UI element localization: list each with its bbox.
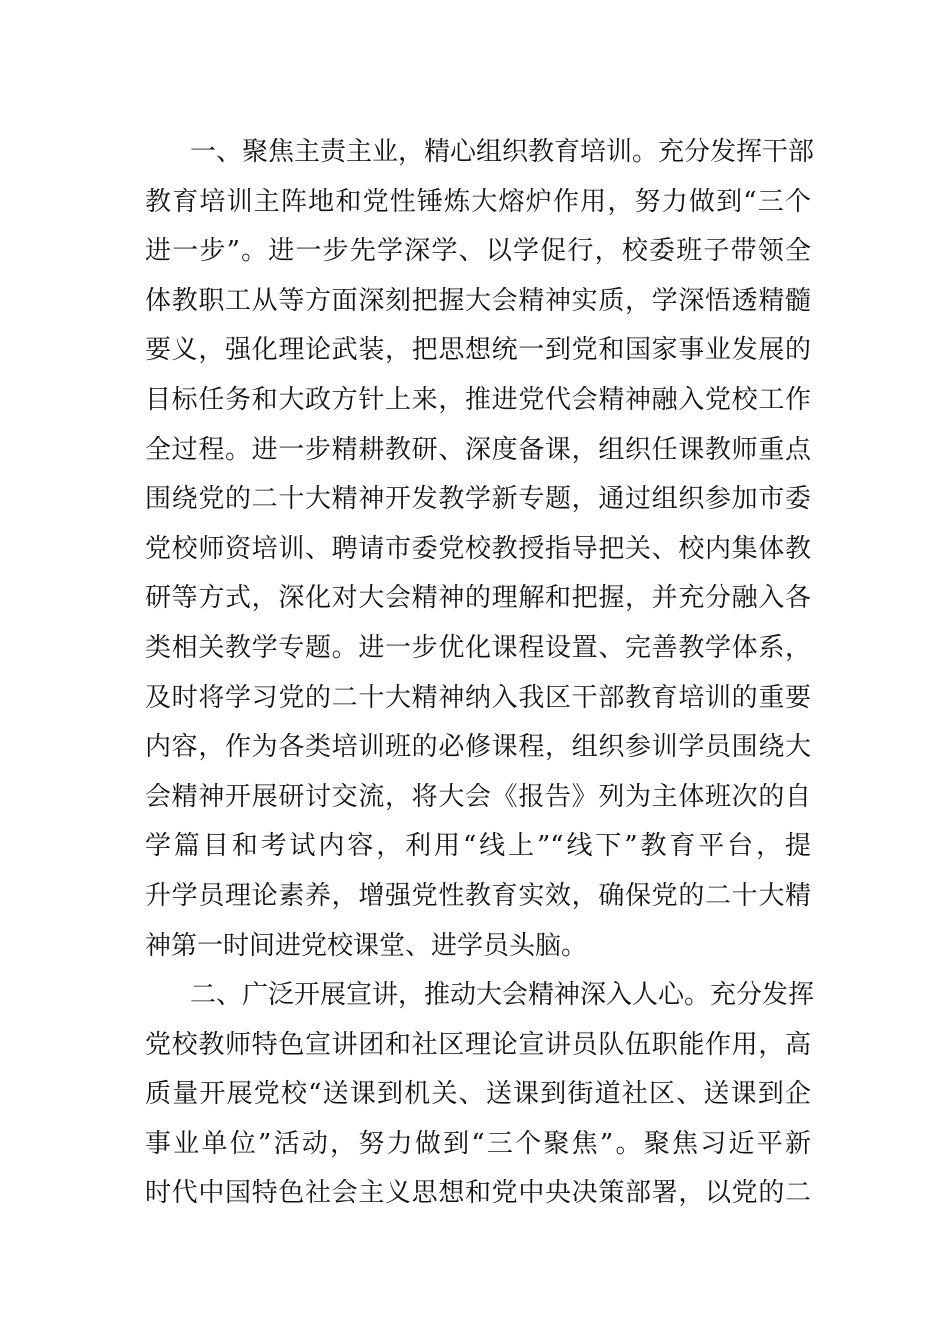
paragraph-1-line-7: 全过程。进一步精耕教研、深度备课，组织任课教师重点: [145, 434, 811, 465]
paragraph-1-line-1: 一、聚焦主责主业，精心组织教育培训。充分发挥干部: [190, 137, 815, 167]
paragraph-1-line-10: 研等方式，深化对大会精神的理解和把握，并充分融入各: [145, 583, 811, 614]
paragraph-1-line-16: 升学员理论素养，增强党性教育实效，确保党的二十大精: [145, 880, 811, 911]
paragraph-1-line-5: 要义，强化理论武装，把思想统一到党和国家事业发展的: [145, 335, 811, 366]
paragraph-1-line-8: 围绕党的二十大精神开发教学新专题，通过组织参加市委: [145, 484, 811, 515]
paragraph-1-line-2: 教育培训主阵地和党性锤炼大熔炉作用，努力做到“三个: [145, 186, 811, 217]
document-body: [145, 128, 815, 1219]
paragraph-2-line-4: 事业单位”活动，努力做到“三个聚焦”。聚焦习近平新: [145, 1128, 811, 1159]
paragraph-2-line-5: 时代中国特色社会主义思想和党中央决策部署，以党的二: [145, 1178, 811, 1209]
paragraph-2-line-3: 质量开展党校“送课到机关、送课到街道社区、送课到企: [145, 1079, 811, 1110]
paragraph-1-line-3: 进一步”。进一步先学深学、以学促行，校委班子带领全: [145, 236, 811, 267]
paragraph-2-line-1: 二、广泛开展宣讲，推动大会精神深入人心。充分发挥: [190, 980, 815, 1011]
paragraph-1-line-4: 体教职工从等方面深刻把握大会精神实质，学深悟透精髓: [145, 285, 811, 316]
paragraph-1-line-12: 及时将学习党的二十大精神纳入我区干部教育培训的重要: [145, 682, 811, 713]
paragraph-1-line-13: 内容，作为各类培训班的必修课程，组织参训学员围绕大: [145, 732, 811, 763]
paragraph-1-line-14: 会精神开展研讨交流，将大会《报告》列为主体班次的自: [145, 781, 811, 812]
paragraph-1-line-6: 目标任务和大政方针上来，推进党代会精神融入党校工作: [145, 384, 811, 415]
paragraph-1-line-15: 学篇目和考试内容，利用“线上”“线下”教育平台，提: [145, 831, 811, 862]
paragraph-1-line-9: 党校师资培训、聘请市委党校教授指导把关、校内集体教: [145, 533, 811, 564]
paragraph-2-line-2: 党校教师特色宣讲团和社区理论宣讲员队伍职能作用，高: [145, 1029, 811, 1060]
paragraph-1-line-11: 类相关教学专题。进一步优化课程设置、完善教学体系，: [145, 632, 811, 663]
paragraph-1-line-17: 神第一时间进党校课堂、进学员头脑。: [145, 930, 588, 961]
